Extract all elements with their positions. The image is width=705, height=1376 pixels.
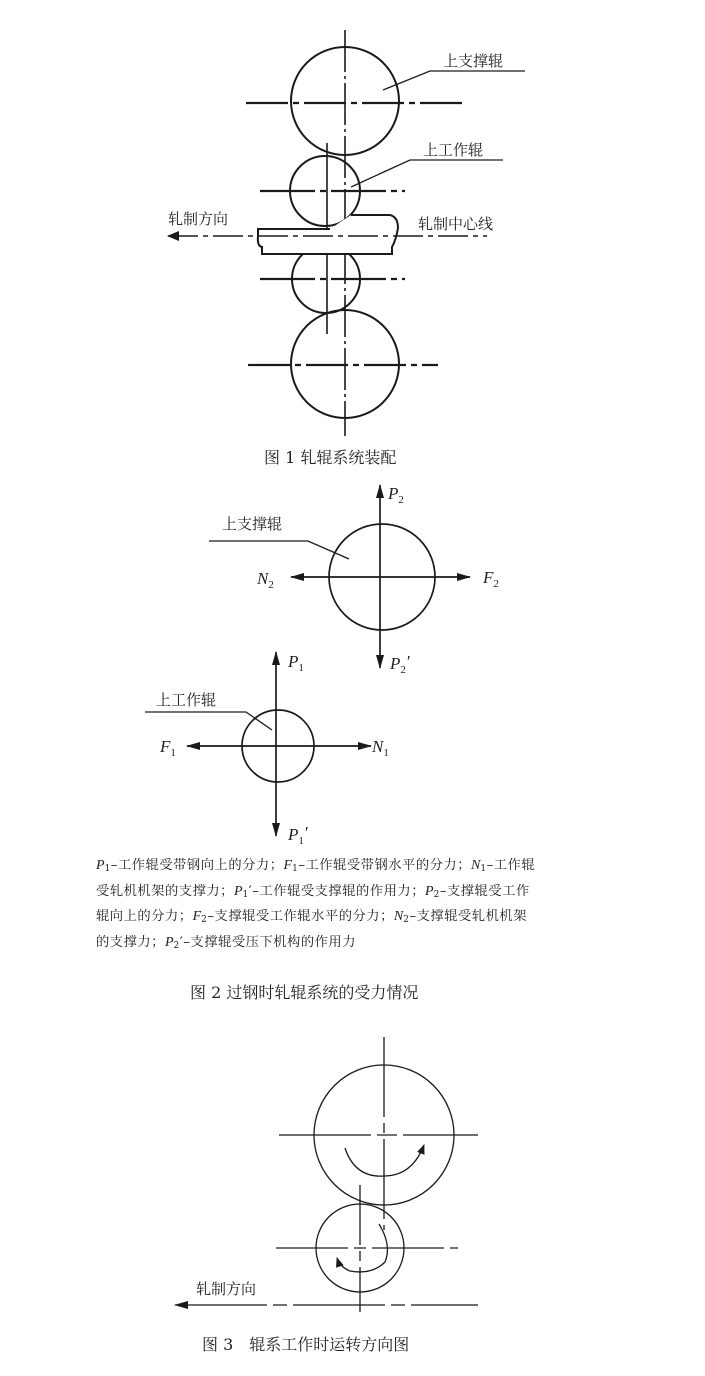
legend-text: –支撑辊受工作辊向上的分力；	[96, 883, 530, 924]
legend-symbol: P	[96, 858, 105, 873]
figure-2-caption: 图 2 过钢时轧辊系统的受力情况	[190, 983, 419, 1002]
label-rolling-direction: 轧制方向	[168, 210, 229, 228]
legend-symbol: P	[233, 883, 243, 899]
fig2-label-upper-work-roll: 上工作辊	[156, 691, 217, 709]
force-label-P2: $P_2$	[388, 484, 404, 506]
legend-text: –支撑辊受压下机构的作用力	[183, 934, 357, 950]
force-label-P1: $P_1$	[288, 652, 304, 674]
legend-symbol: N	[393, 909, 404, 924]
legend-symbol: F	[283, 858, 293, 873]
legend-subscript: 2	[201, 915, 208, 925]
fig2-label-upper-backup-roll: 上支撑辊	[222, 515, 283, 533]
legend-subscript: 1	[242, 889, 249, 900]
force-label-P2-prime: $P_2'$	[390, 652, 410, 676]
figure-3-caption: 图 3 辊系工作时运转方向图	[202, 1335, 410, 1354]
legend-subscript: 2	[433, 889, 440, 900]
legend-text: –工作辊受带钢向上的分力；	[110, 858, 284, 873]
legend-subscript: 1	[480, 864, 487, 874]
force-label-N1: $N_1$	[372, 737, 389, 759]
legend-text: –支撑辊受轧机机架的支撑力；	[96, 909, 527, 950]
legend-text: –支撑辊受工作辊水平的分力；	[207, 909, 394, 924]
legend-subscript: 2	[173, 940, 180, 951]
label-upper-work-roll: 上工作辊	[423, 141, 484, 159]
force-label-N2: $N_2$	[257, 569, 274, 591]
legend-symbol: P	[164, 934, 174, 950]
fig3-label-rolling-direction: 轧制方向	[196, 1280, 257, 1298]
legend-text: –工作辊受支撑辊的作用力；	[252, 883, 426, 899]
figure-1-caption: 图 1 轧辊系统装配	[264, 448, 397, 467]
force-label-F2: $F_2$	[483, 568, 499, 590]
legend-subscript: 1	[104, 864, 111, 874]
legend-prime: ′	[179, 934, 184, 950]
force-label-F1: $F_1$	[160, 737, 176, 759]
force-label-P1-prime: $P_1'$	[288, 823, 308, 847]
label-upper-backup-roll: 上支撑辊	[443, 52, 504, 70]
legend-text: –工作辊受带钢水平的分力；	[298, 858, 472, 873]
legend-text: –工作辊受轧机机架的支撑力；	[96, 858, 536, 899]
legend-symbol: N	[471, 858, 481, 873]
legend-subscript: 1	[292, 864, 299, 874]
legend-symbol: F	[192, 909, 202, 924]
legend-symbol: P	[425, 883, 434, 899]
legend-subscript: 2	[403, 915, 410, 925]
label-rolling-centerline: 轧制中心线	[418, 215, 494, 233]
legend-prime: ′	[248, 883, 253, 899]
